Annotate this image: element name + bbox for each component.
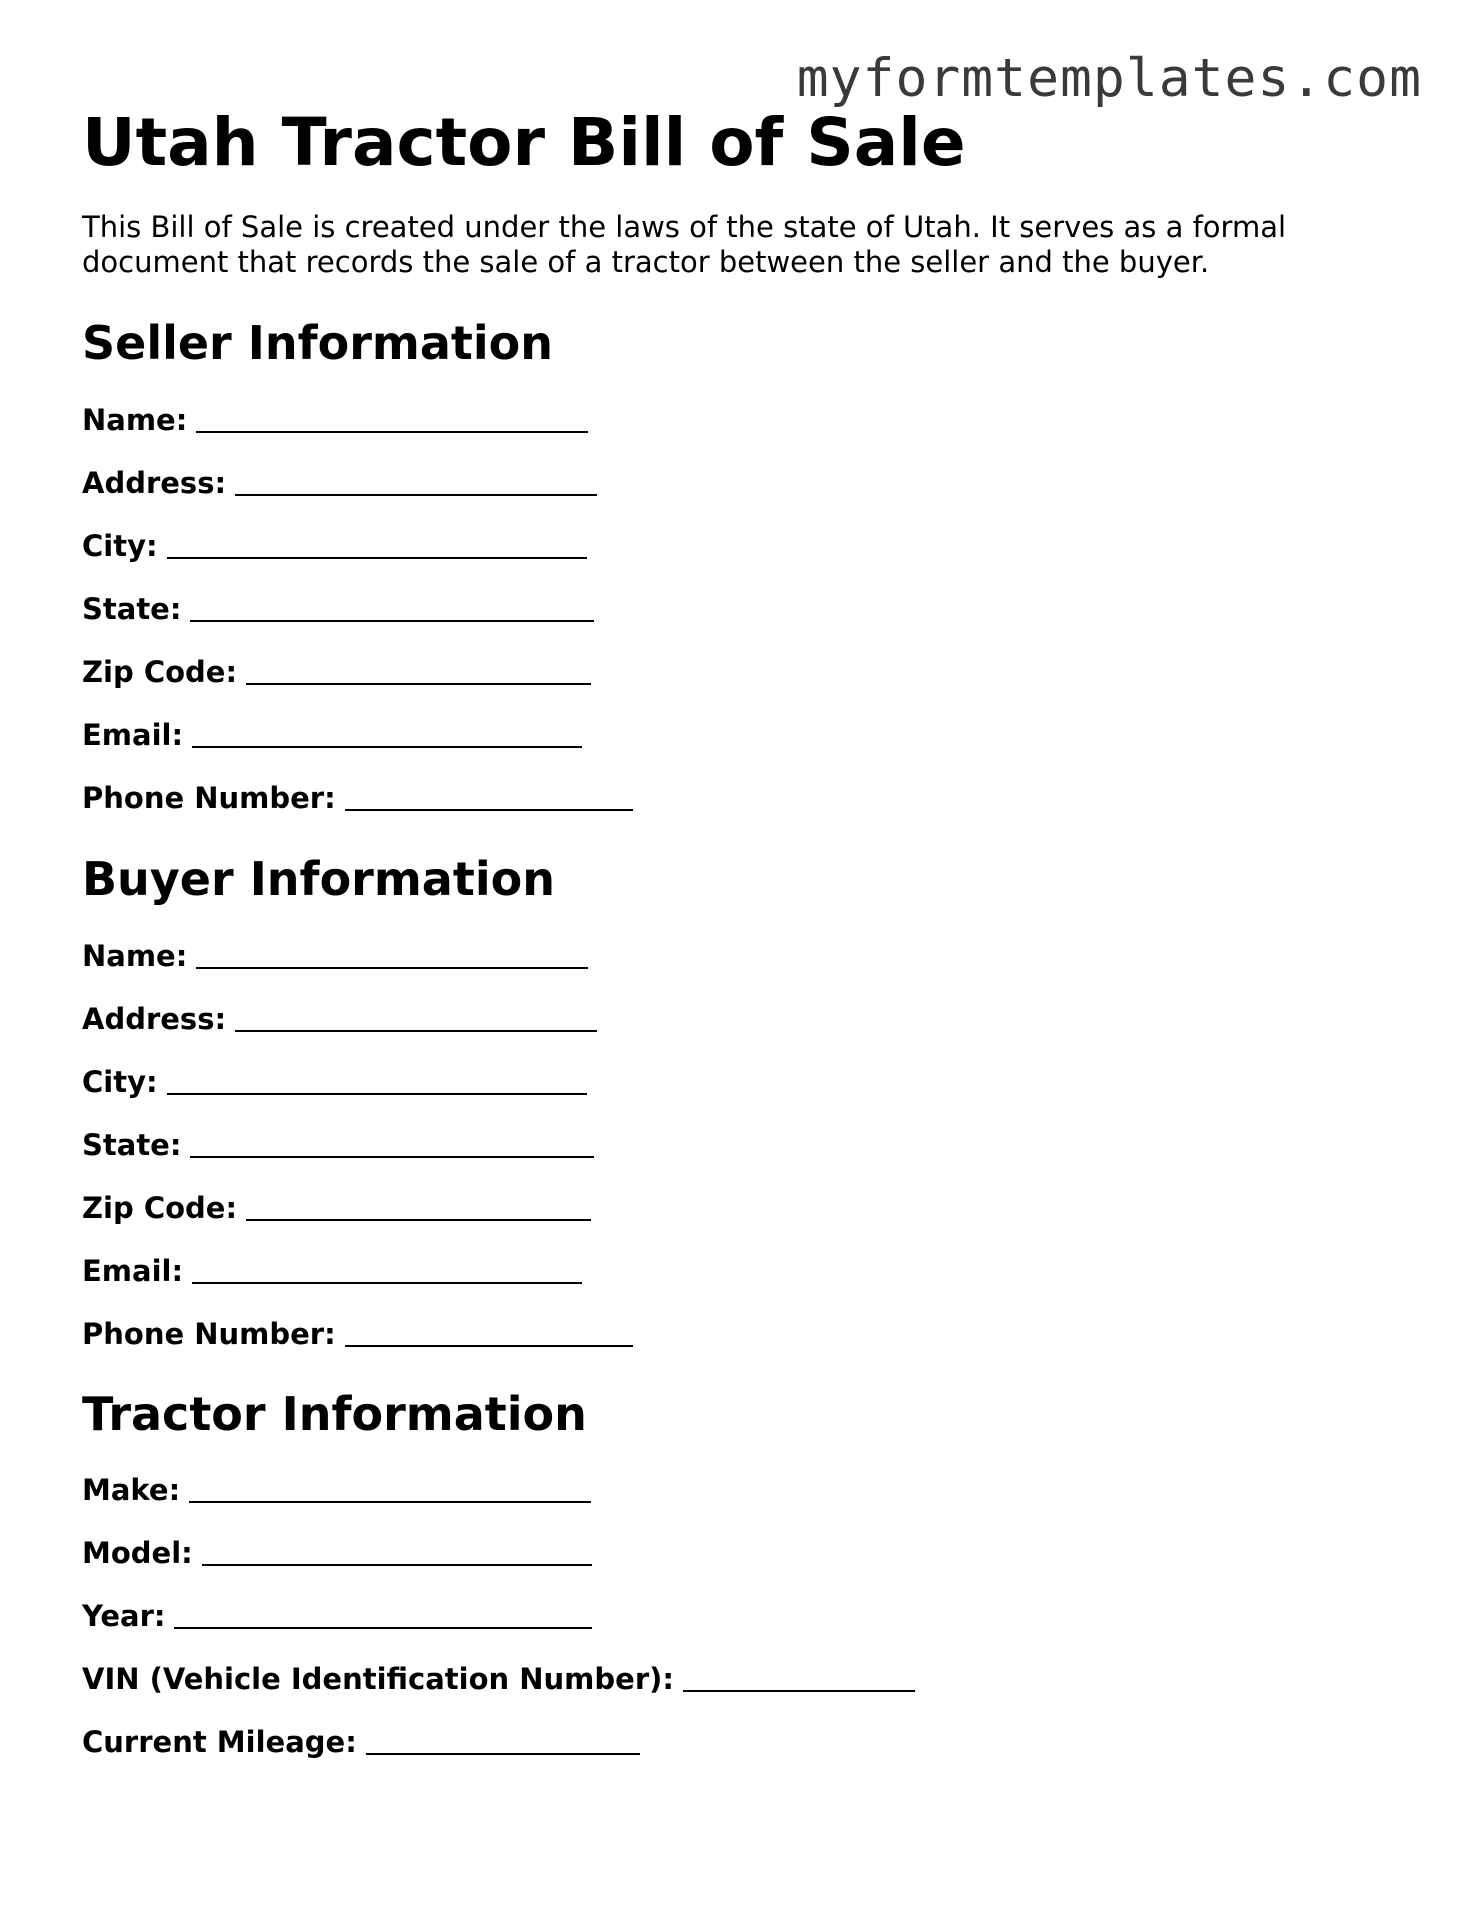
fill-line[interactable]: [235, 494, 597, 496]
seller-email-field[interactable]: [82, 715, 582, 755]
tractor-mileage-field[interactable]: [82, 1722, 640, 1762]
field-label: Name:: [82, 939, 188, 973]
seller-name-field[interactable]: [82, 400, 588, 440]
seller-heading: Seller Information: [82, 316, 554, 370]
fill-line[interactable]: [192, 746, 582, 748]
fill-line[interactable]: [192, 1282, 582, 1284]
buyer-name-field[interactable]: [82, 936, 588, 976]
field-label: Make:: [82, 1473, 181, 1507]
buyer-email-field[interactable]: [82, 1251, 582, 1291]
fill-line[interactable]: [167, 1093, 587, 1095]
field-label: Model:: [82, 1536, 193, 1570]
field-label: City:: [82, 529, 158, 563]
intro-paragraph: This Bill of Sale is created under the laws of the state of Utah. It serves as a formal document that records the sale of a tractor between the seller and the buyer.: [82, 210, 1287, 279]
fill-line[interactable]: [345, 809, 633, 811]
tractor-make-field[interactable]: [82, 1470, 591, 1510]
field-label: Email:: [82, 718, 184, 752]
seller-zip-field[interactable]: [82, 652, 591, 692]
buyer-city-field[interactable]: [82, 1062, 587, 1102]
seller-address-field[interactable]: [82, 463, 597, 503]
field-label: Zip Code:: [82, 1191, 238, 1225]
tractor-year-field[interactable]: [82, 1596, 592, 1636]
tractor-heading: Tractor Information: [82, 1387, 587, 1441]
field-label: City:: [82, 1065, 158, 1099]
field-label: Phone Number:: [82, 1317, 336, 1351]
field-label: Year:: [82, 1599, 166, 1633]
page-title: Utah Tractor Bill of Sale: [82, 104, 966, 181]
field-label: Address:: [82, 1002, 227, 1036]
fill-line[interactable]: [189, 1501, 591, 1503]
fill-line[interactable]: [174, 1627, 592, 1629]
field-label: Email:: [82, 1254, 184, 1288]
buyer-zip-field[interactable]: [82, 1188, 591, 1228]
field-label: State:: [82, 1128, 182, 1162]
field-label: Current Mileage:: [82, 1725, 357, 1759]
fill-line[interactable]: [202, 1564, 592, 1566]
fill-line[interactable]: [366, 1753, 640, 1755]
field-label: VIN (Vehicle Identification Number):: [82, 1662, 674, 1696]
tractor-vin-field[interactable]: [82, 1659, 915, 1699]
seller-phone-field[interactable]: [82, 778, 633, 818]
buyer-heading: Buyer Information: [82, 852, 555, 906]
buyer-phone-field[interactable]: [82, 1314, 633, 1354]
field-label: Phone Number:: [82, 781, 336, 815]
buyer-state-field[interactable]: [82, 1125, 594, 1165]
fill-line[interactable]: [190, 1156, 594, 1158]
fill-line[interactable]: [246, 1219, 591, 1221]
seller-state-field[interactable]: [82, 589, 594, 629]
fill-line[interactable]: [167, 557, 587, 559]
field-label: State:: [82, 592, 182, 626]
fill-line[interactable]: [190, 620, 594, 622]
fill-line[interactable]: [246, 683, 591, 685]
field-label: Address:: [82, 466, 227, 500]
field-label: Name:: [82, 403, 188, 437]
watermark: myformtemplates.com: [796, 48, 1422, 109]
fill-line[interactable]: [345, 1345, 633, 1347]
tractor-model-field[interactable]: [82, 1533, 592, 1573]
fill-line[interactable]: [196, 431, 588, 433]
seller-city-field[interactable]: [82, 526, 587, 566]
fill-line[interactable]: [683, 1690, 915, 1692]
fill-line[interactable]: [235, 1030, 597, 1032]
field-label: Zip Code:: [82, 655, 238, 689]
fill-line[interactable]: [196, 967, 588, 969]
buyer-address-field[interactable]: [82, 999, 597, 1039]
